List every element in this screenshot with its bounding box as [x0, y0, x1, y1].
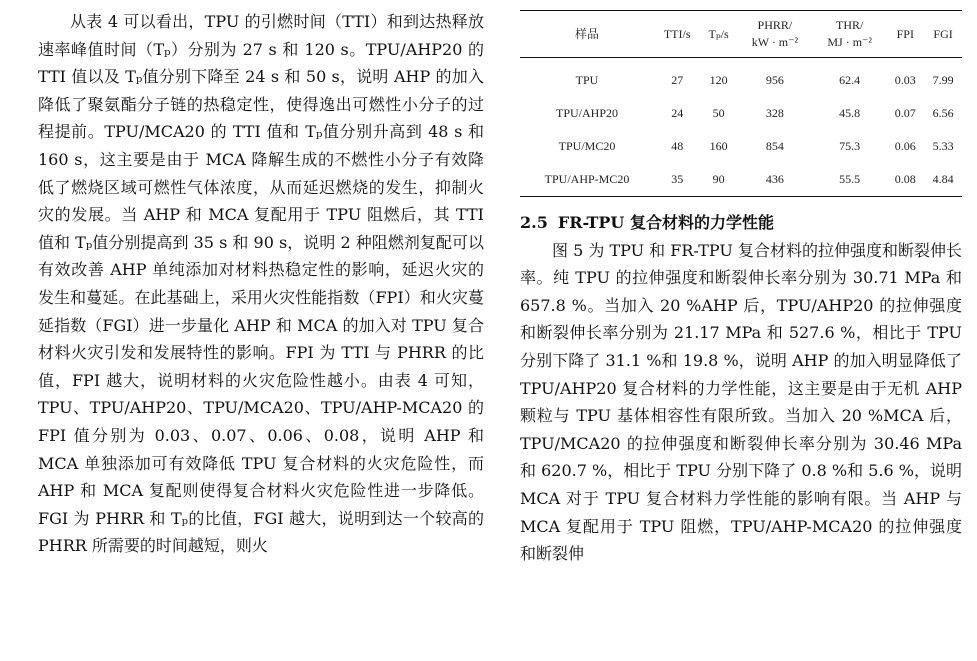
sample-name-cell: TPU/AHP20 — [556, 106, 619, 120]
table-cell: 160 — [709, 139, 728, 153]
table-cell: 0.07 — [894, 106, 916, 120]
table-cell: 436 — [765, 172, 784, 186]
table-body — [520, 58, 962, 197]
table-cell: 328 — [765, 106, 784, 120]
header-text: 样品 — [575, 26, 600, 41]
table-cell: 0.06 — [894, 139, 916, 153]
table-row — [520, 130, 962, 163]
table-cell: 7.99 — [932, 73, 954, 87]
table-header-cell — [520, 11, 654, 58]
table-header-cell — [924, 11, 962, 58]
section-title: FR-TPU 复合材料的力学性能 — [557, 213, 774, 232]
table-cell: 27 — [671, 73, 684, 87]
header-text: FPI — [896, 26, 914, 41]
table-cell: 50 — [712, 106, 725, 120]
table-header — [520, 11, 962, 58]
header-text: FGI — [933, 26, 953, 41]
table-cell: 35 — [671, 172, 684, 186]
table-cell: 0.03 — [894, 73, 916, 87]
table-row — [520, 163, 962, 197]
table-cell: 0.08 — [894, 172, 916, 186]
header-text: THR/ — [836, 18, 864, 32]
table-header-cell — [886, 11, 924, 58]
table-cell: 55.5 — [839, 172, 861, 186]
table-cell: 5.33 — [932, 139, 954, 153]
header-text: PHRR/ — [757, 18, 793, 32]
header-text: kW · m⁻² — [751, 35, 799, 49]
table-cell: 45.8 — [839, 106, 861, 120]
table-cell: 6.56 — [932, 106, 954, 120]
section-heading — [520, 209, 962, 237]
table-cell: 24 — [671, 106, 684, 120]
data-table-4 — [520, 10, 962, 197]
table-header-cell — [700, 11, 736, 58]
table-header-row — [520, 11, 962, 58]
table-cell: 956 — [765, 73, 784, 87]
header-text: Tₚ/s — [708, 26, 729, 41]
section-paragraph: 图 5 为 TPU 和 FR-TPU 复合材料的拉伸强度和断裂伸长率。纯 TPU 的拉伸强度和断裂伸长率分别为 30.71 MPa 和 657.8 %。当加入 20 %AHP 后，TPU/AHP20 的拉伸强度和断裂伸长率分别为 21.17 MPa 和 527.6 %，相比于 TPU 分别下降了 31.1 %和 19.8 %，说明 AHP 的加入明显降低了 TPU/AHP20 复合材料的力学性能，这主要是由于无机 AHP 颗粒与 TPU 基体相容性有限所致。当加入 20 %MCA 后，TPU/MCA20 的拉伸强度和断裂伸长率分别为 30.46 MPa 和 620.7 %，相比于 TPU 分别下降了 0.8 %和 5.6 %，说明 MCA 对于 TPU 复合材料力学性能的影响有限。当 AHP 与 MCA 复配用于 TPU 阻燃，TPU/AHP-MCA20 的拉伸强度和断裂伸 — [520, 240, 962, 564]
left-column — [38, 8, 484, 560]
table-header-cell — [813, 11, 886, 58]
table-header-cell — [737, 11, 813, 58]
table-cell: 854 — [765, 139, 784, 153]
header-text: TTI/s — [663, 26, 691, 41]
table-cell: 62.4 — [839, 73, 861, 87]
table-header-cell — [654, 11, 700, 58]
table-cell: 4.84 — [932, 172, 954, 186]
sample-name-cell: TPU/MC20 — [558, 139, 616, 153]
sample-name-cell: TPU/AHP-MC20 — [544, 172, 630, 186]
table-row — [520, 58, 962, 98]
table-row — [520, 97, 962, 130]
header-text: MJ · m⁻² — [827, 35, 872, 49]
table-cell: 120 — [709, 73, 728, 87]
body-paragraph: 从表 4 可以看出，TPU 的引燃时间（TTI）和到达热释放速率峰值时间（Tₚ）分别为 27 s 和 120 s。TPU/AHP20 的 TTI 值以及 Tₚ值分别下降至 24 s 和 50 s，说明 AHP 的加入降低了聚氨酯分子链的热稳定性，使得逸出可燃性小分子的过程提前。TPU/MCA20 的 TTI 值和 Tₚ值分别升高到 48 s 和 160 s，这主要是由于 MCA 降解生成的不燃性小分子有效降低了燃烧区域可燃性气体浓度，从而延迟燃烧的发生，抑制火灾的发展。当 AHP 和 MCA 复配用于 TPU 阻燃后，其 TTI 值和 Tₚ值分别提高到 35 s 和 90 s，说明 2 种阻燃剂复配可以有效改善 AHP 单纯添加对材料热稳定性的影响，延迟火灾的发生和蔓延。在此基础上，采用火灾性能指数（FPI）和火灾蔓延指数（FGI）进一步量化 AHP 和 MCA 的加入对 TPU 复合材料火灾引发和发展特性的影响。FPI 为 TTI 与 PHRR 的比值，FPI 越大，说明材料的火灾危险性越小。由表 4 可知，TPU、TPU/AHP20、TPU/MCA20、TPU/AHP-MCA20 的 FPI 值分别为 0.03、0.07、0.06、0.08，说明 AHP 和 MCA 单独添加可有效降低 TPU 复合材料的火灾危险性，而 AHP 和 MCA 复配则使得复合材料火灾危险性进一步降低。FGI 为 PHRR 和 Tₚ的比值，FGI 越大，说明到达一个较高的 PHRR 所需要的时间越短，则火 — [38, 12, 484, 556]
right-column — [520, 8, 962, 568]
table-cell: 48 — [671, 139, 684, 153]
sample-name-cell: TPU — [575, 73, 599, 87]
table-cell: 90 — [712, 172, 725, 186]
table-cell: 75.3 — [839, 139, 861, 153]
section-number: 2.5 — [520, 213, 548, 232]
